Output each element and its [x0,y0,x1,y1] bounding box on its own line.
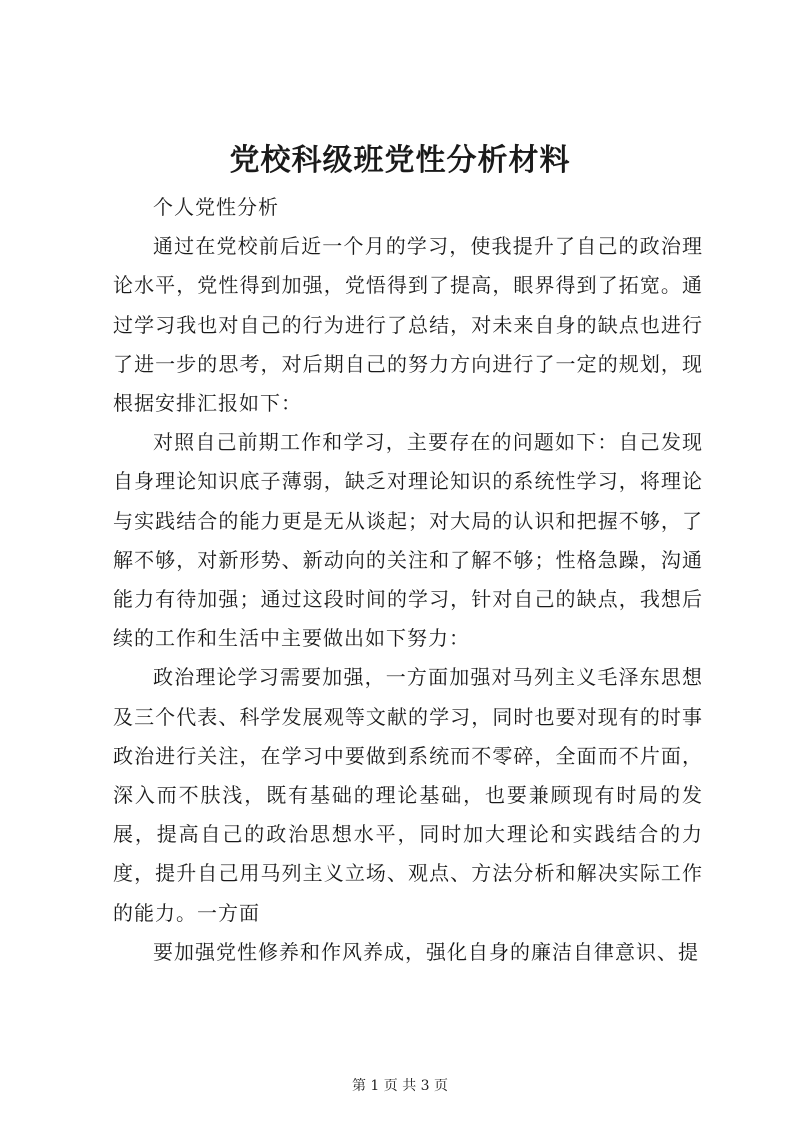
document-body [113,188,703,972]
paragraph: 通过在党校前后近一个月的学习，使我提升了自己的政治理论水平，党性得到加强，党悟得到了提高，眼界得到了拓宽。通过学习我也对自己的行为进行了总结，对未来自身的缺点也进行了进一步的思考，对后期自己的努力方向进行了一定的规划，现根据安排汇报如下： [113,234,703,416]
document-title: 党校科级班党性分析材料 [229,143,571,178]
page-footer: 第 1 页 共 3 页 [351,1078,449,1094]
paragraph: 政治理论学习需要加强，一方面加强对马列主义毛泽东思想及三个代表、科学发展观等文献的学习，同时也要对现有的时事政治进行关注，在学习中要做到系统而不零碎，全面而不片面，深入而不肤浅，既有基础的理论基础，也要兼顾现有时局的发展，提高自己的政治思想水平，同时加大理论和实践结合的力度，提升自己用马列主义立场、观点、方法分析和解决实际工作的能力。一方面 [113,665,703,925]
paragraph: 对照自己前期工作和学习，主要存在的问题如下：自己发现自身理论知识底子薄弱，缺乏对理论知识的系统性学习，将理论与实践结合的能力更是无从谈起；对大局的认识和把握不够，了解不够，对新形势、新动向的关注和了解不够；性格急躁，沟通能力有待加强；通过这段时间的学习，针对自己的缺点，我想后续的工作和生活中主要做出如下努力： [113,430,703,651]
paragraph: 要加强党性修养和作风养成，强化自身的廉洁自律意识、提 [153,939,699,964]
section-heading: 个人党性分析 [153,195,279,219]
